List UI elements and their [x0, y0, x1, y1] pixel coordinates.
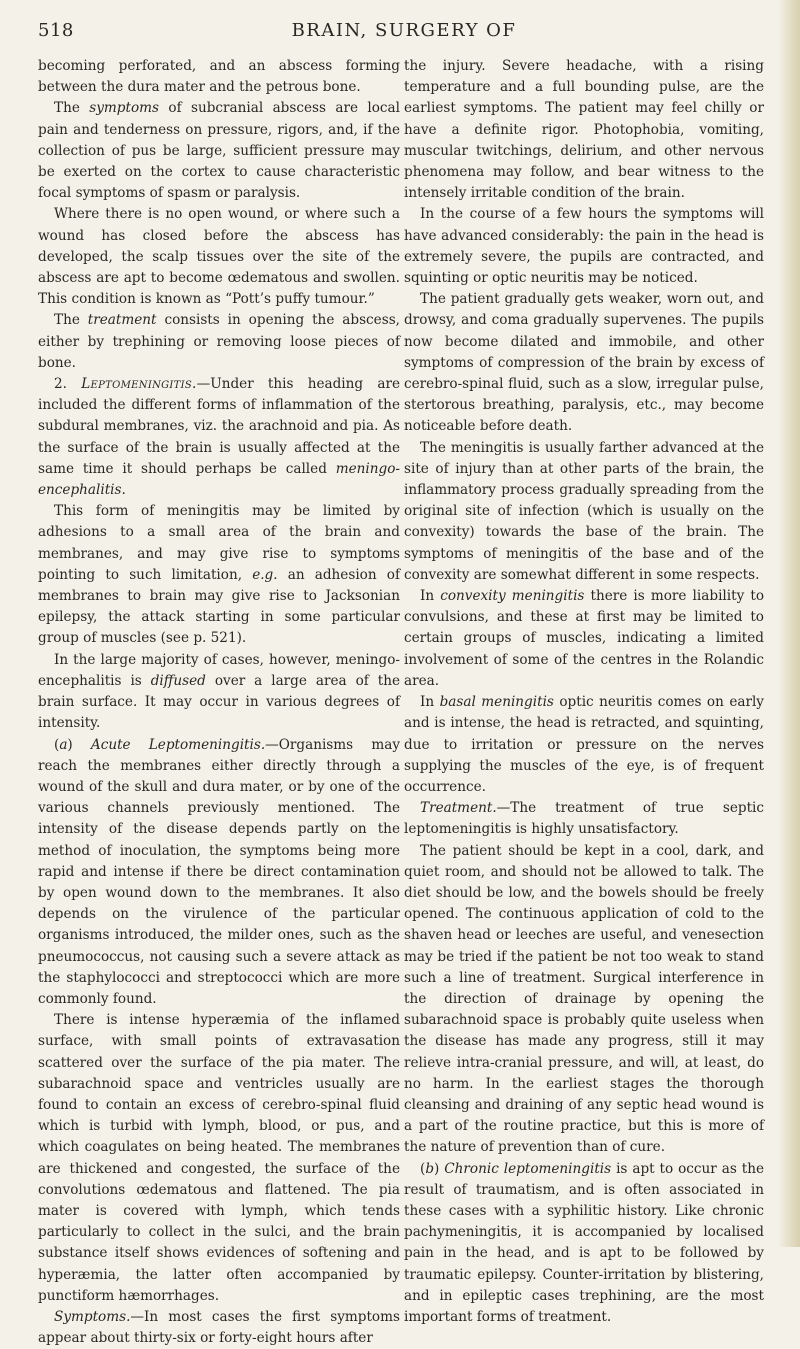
text-run: 2.: [54, 376, 82, 393]
italic-text: convexity meningitis: [440, 588, 585, 605]
text-run: ): [67, 736, 91, 753]
text-run: (: [420, 1160, 426, 1177]
text-run: In the course of a few hours the symptoms will have advanced considerably: the pain in the head is extremely severe, the pupils are contracted, and squinting or optic neuritis may be noticed.: [404, 206, 764, 287]
paragraph: [404, 438, 764, 586]
left-column: [38, 56, 400, 1349]
text-run: becoming perforated, and an abscess forming between the dura mater and the petrous bone.: [38, 58, 400, 96]
page-number: 518: [38, 20, 74, 41]
text-run: an adhesion of membranes to brain may give rise to Jacksonian epilepsy, the attack starting in some particular group of muscles (see p. 521).: [38, 566, 400, 647]
text-run: the injury. Severe headache, with a rising temperature and a full bounding pulse, are the earliest symptoms. The patient may feel chilly or have a definite rigor. Photophobia, vomiting, muscular twitchings, delirium, and other nervous phenomena may follow, and bear witness to the intensely irritable condition of the brain.: [404, 58, 764, 202]
text-run: over a large area of the brain surface. It may occur in various degrees of intensity.: [38, 672, 400, 732]
paragraph: [38, 204, 400, 310]
text-run: —Under this heading are included the different forms of inflammation of the subdural membranes, viz. the arachnoid and pia. As the surface of the brain is usually affected at the same time it should perhaps be called: [38, 376, 400, 477]
text-run: In: [420, 694, 440, 711]
italic-text: diffused: [150, 672, 206, 689]
italic-text: Acute Leptomeningitis.: [90, 736, 266, 753]
paragraph: [38, 650, 400, 735]
italic-text: Treatment.: [420, 800, 497, 817]
paragraph: [38, 98, 400, 204]
text-run: of subcranial abscess are local pain and tenderness on pressure, rigors, and, if the collection of pus be large, sufficient pressure may be exerted on the cortex to cause characteristic focal symptoms of spasm or paralysis.: [38, 100, 400, 202]
text-run: is apt to occur as the result of traumatism, and is often associated in these cases with a syphilitic history. Like chronic pachymeningitis, it is accompanied by localised pain in the head, and is apt to be followed by traumatic epilepsy. Counter-irritation by blistering, and in epileptic cases trephining, are the most important forms of treatment.: [404, 1160, 765, 1325]
page-edge-shadow: [778, 0, 800, 1247]
text-run: —The treatment of true septic leptomeningitis is highly unsatisfactory.: [404, 800, 764, 838]
text-run: This form of meningitis may be limited by adhesions to a small area of the brain and membranes, and may give rise to symptoms pointing to such limitation,: [38, 503, 400, 583]
text-run: The: [54, 100, 90, 117]
paragraph: [38, 1010, 400, 1307]
text-run: —Organisms may reach the membranes either directly through a wound of the skull and dura mater, or by one of the various channels previously mentioned. The intensity of the disease depends partly on the method of inoculation, the symptoms being more rapid and intense if there be direct contamination by open wound down to the membranes. It also depends on the virulence of the particular organisms introduced, the milder ones, such as the pneumococcus, not causing such a severe attack as the staphylococci and streptococci which are more commonly found.: [38, 736, 400, 1007]
text-run: The meningitis is usually farther advanced at the site of injury than at other parts of the brain, the inflammatory process gradually spreading from the original site of infection (which is usually on the convexity) towards the base of the brain. The symptoms of meningitis of the base and of the convexity are somewhat different in some respects.: [404, 439, 764, 583]
text-run: —In most cases the first symptoms appear about thirty-six or forty-eight hours after: [38, 1308, 400, 1347]
paragraph: [38, 501, 400, 649]
text-run: The: [54, 312, 88, 329]
text-run: there is more liability to convulsions, and these at first may be limited to certain groups of muscles, indicating a limited involvement of some of the centres in the Rolandic area.: [404, 588, 764, 689]
paragraph: [404, 289, 764, 437]
paragraph: [38, 374, 400, 501]
paragraph: [38, 1307, 400, 1349]
text-run: Where there is no open wound, or where such a wound has closed before the abscess has developed, the scalp tissues over the site of the abscess are apt to become œdematous and swollen. This condition is known as “Pott’s puffy tumour.”: [38, 206, 400, 308]
text-run: consists in opening the abscess, either by trephining or removing loose pieces of bone.: [38, 312, 400, 371]
italic-text: symptoms: [89, 100, 160, 117]
italic-text: b: [425, 1160, 435, 1177]
italic-text: Chronic leptomeningitis: [444, 1160, 612, 1177]
page-header: [38, 16, 770, 46]
paragraph: [38, 56, 400, 98]
paragraph: [38, 735, 400, 1011]
paragraph: [404, 1159, 764, 1329]
paragraph: [38, 310, 400, 374]
paragraph: [404, 56, 764, 204]
paragraph: [404, 586, 764, 692]
italic-text: treatment: [87, 312, 157, 329]
italic-text: basal meningitis: [439, 694, 554, 711]
italic-text: e.g.: [252, 566, 278, 583]
paragraph: [404, 798, 764, 840]
text-run: There is intense hyperæmia of the inflamed surface, with small points of extravasation scattered over the surface of the pia mater. The subarachnoid space and ventricles usually are found to contain an excess of cerebro-spinal fluid which is turbid with lymph, blood, or pus, and which coagulates on being heated. The membranes are thickened and congested, the surface of the convolutions œdematous and flattened. The pia mater is covered with lymph, which tends particularly to collect in the sulci, and the brain substance itself shows evidences of softening and hyperæmia, the latter often accompanied by punctiform hæmorrhages.: [38, 1012, 400, 1304]
text-run: In: [420, 588, 441, 605]
text-run: optic neuritis comes on early and is intense, the head is retracted, and squinting, due to irritation or pressure on the nerves supplying the muscles of the eye, is of frequent occurrence.: [404, 694, 764, 795]
italic-text: meningo-encephalitis.: [38, 460, 400, 499]
paragraph: [404, 692, 764, 798]
text-run: The patient should be kept in a cool, dark, and quiet room, and should not be allowed to talk. The diet should be low, and the bowels should be freely opened. The continuous application of cold to the shaven head or leeches are useful, and venesection may be tried if the patient be not too weak to stand such a line of treatment. Surgical interference in the direction of drainage by opening the subarachnoid space is probably quite useless when the disease has made any progress, still it may relieve intra-cranial pressure, and will, at least, do no harm. In the earliest stages the thorough cleansing and draining of any septic head wound is a part of the routine practice, but this is more of the nature of prevention than of cure.: [404, 842, 764, 1156]
paragraph: [404, 204, 764, 289]
right-column: [404, 56, 764, 1328]
section-heading: Leptomeningitis.: [81, 376, 197, 393]
text-run: The patient gradually gets weaker, worn out, and drowsy, and coma gradually supervenes. The pupils now become dilated and immobile, and other symptoms of compression of the brain by excess of cerebro-spinal fluid, such as a slow, irregular pulse, stertorous breathing, paralysis, etc., may become noticeable before death.: [404, 291, 764, 435]
text-run: In the large majority of cases, however, meningo-encephalitis is: [38, 651, 400, 689]
text-run: (: [54, 736, 60, 753]
text-run: ): [434, 1160, 445, 1177]
italic-text: Symptoms.: [54, 1308, 131, 1325]
running-head: BRAIN, SURGERY OF: [291, 20, 517, 41]
italic-text: a: [59, 736, 68, 753]
paragraph: [404, 841, 764, 1159]
